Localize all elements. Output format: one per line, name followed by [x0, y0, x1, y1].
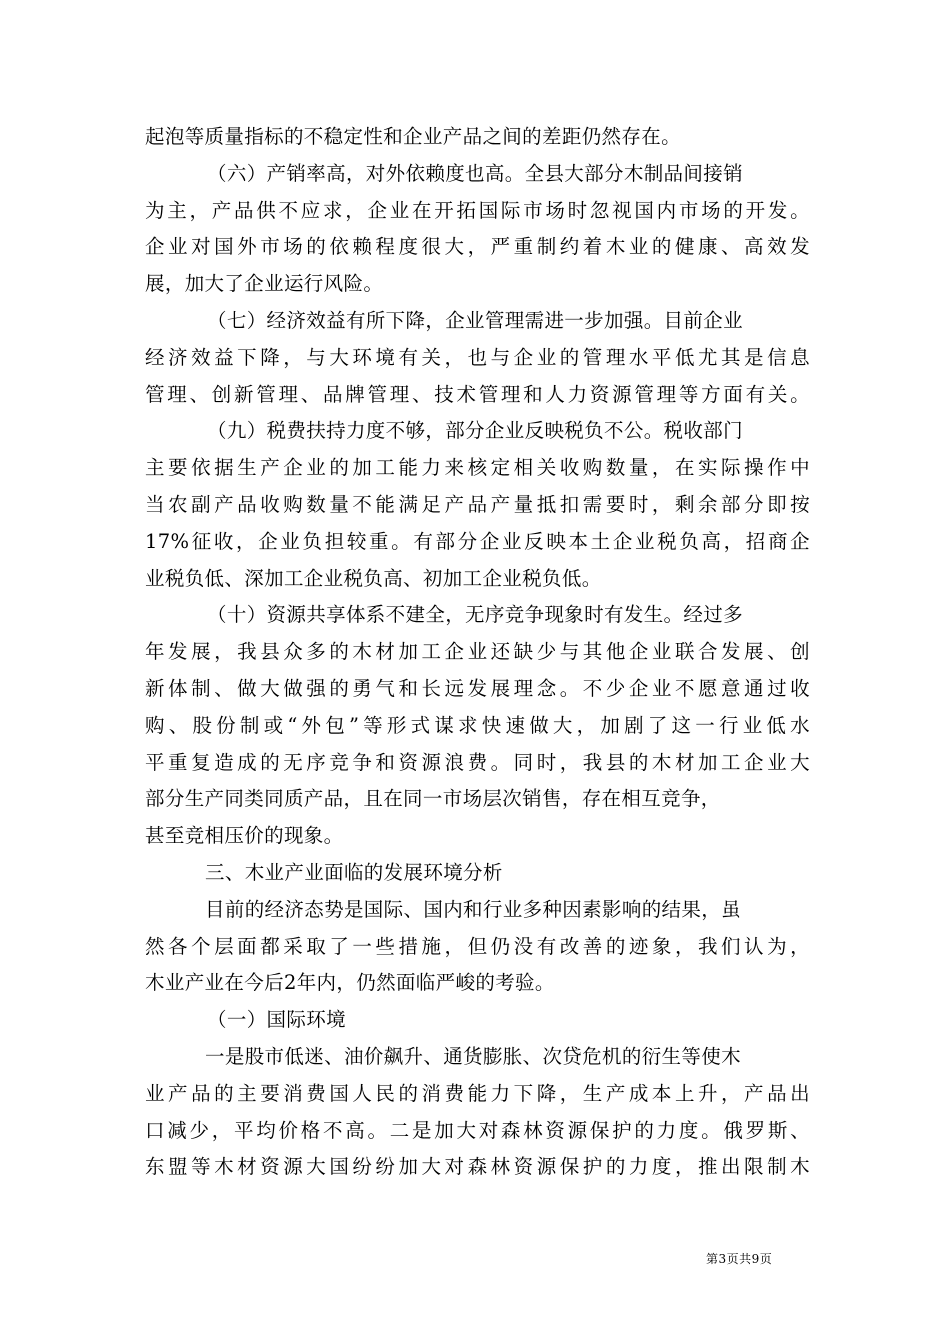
text-line: 年发展，我县众多的木材加工企业还缺少与其他企业联合发展、创	[145, 640, 810, 664]
text-line: 东盟等木材资源大国纷纷加大对森林资源保护的力度，推出限制木	[145, 1155, 810, 1179]
subsection-heading: （一）国际环境	[207, 1008, 346, 1032]
text-line: 平重复造成的无序竞争和资源浪费。同时，我县的木材加工企业大	[145, 750, 810, 774]
text-line: 当农副产品收购数量不能满足产品产量抵扣需要时，剩余部分即按	[145, 492, 810, 516]
paragraph-first-line: 目前的经济态势是国际、国内和行业多种因素影响的结果，虽	[205, 897, 741, 921]
text-line: 新体制、做大做强的勇气和长远发展理念。不少企业不愿意通过收	[145, 676, 810, 700]
text-line: 管理、创新管理、品牌管理、技术管理和人力资源管理等方面有关。	[145, 382, 810, 406]
text-line: 甚至竞相压价的现象。	[145, 824, 344, 848]
paragraph-heading-7: （七）经济效益有所下降，企业管理需进一步加强。目前企业	[207, 308, 743, 332]
text-line: 业产品的主要消费国人民的消费能力下降，生产成本上升，产品出	[145, 1081, 810, 1105]
text-line: 口减少，平均价格不高。二是加大对森林资源保护的力度。俄罗斯、	[145, 1118, 810, 1142]
paragraph-heading-10: （十）资源共享体系不建全，无序竞争现象时有发生。经过多	[207, 603, 743, 627]
text-line: 然各个层面都采取了一些措施，但仍没有改善的迹象，我们认为，	[145, 934, 810, 958]
text-line: 购、股份制或“外包”等形式谋求快速做大，加剧了这一行业低水	[145, 713, 810, 737]
text-line: 主要依据生产企业的加工能力来核定相关收购数量，在实际操作中	[145, 456, 810, 480]
text-line: 部分生产同类同质产品，且在同一市场层次销售，存在相互竞争，	[145, 787, 721, 811]
text-line: 为主，产品供不应求，企业在开拓国际市场时忽视国内市场的开发。	[145, 198, 810, 222]
paragraph-heading-6: （六）产销率高，对外依赖度也高。全县大部分木制品间接销	[207, 161, 743, 185]
paragraph-first-line: 一是股市低迷、油价飙升、通货膨胀、次贷危机的衍生等使木	[205, 1044, 741, 1068]
body-text	[145, 119, 810, 1186]
text-line: 企业对国外市场的依赖程度很大，严重制约着木业的健康、高效发	[145, 235, 810, 259]
paragraph-heading-9: （九）税费扶持力度不够，部分企业反映税负不公。税收部门	[207, 419, 743, 443]
page-number: 第3页共9页	[706, 1252, 773, 1266]
text-line: 起泡等质量指标的不稳定性和企业产品之间的差距仍然存在。	[145, 125, 681, 148]
text-line: 业税负低、深加工企业税负高、初加工企业税负低。	[145, 566, 602, 590]
section-heading: 三、木业产业面临的发展环境分析	[205, 860, 503, 884]
text-line: 展，加大了企业运行风险。	[145, 272, 384, 296]
text-line: 木业产业在今后2年内，仍然面临严峻的考验。	[145, 971, 555, 995]
text-line: 17%征收，企业负担较重。有部分企业反映本土企业税负高，招商企	[145, 529, 810, 553]
text-line: 经济效益下降，与大环境有关，也与企业的管理水平低尤其是信息	[145, 345, 810, 369]
